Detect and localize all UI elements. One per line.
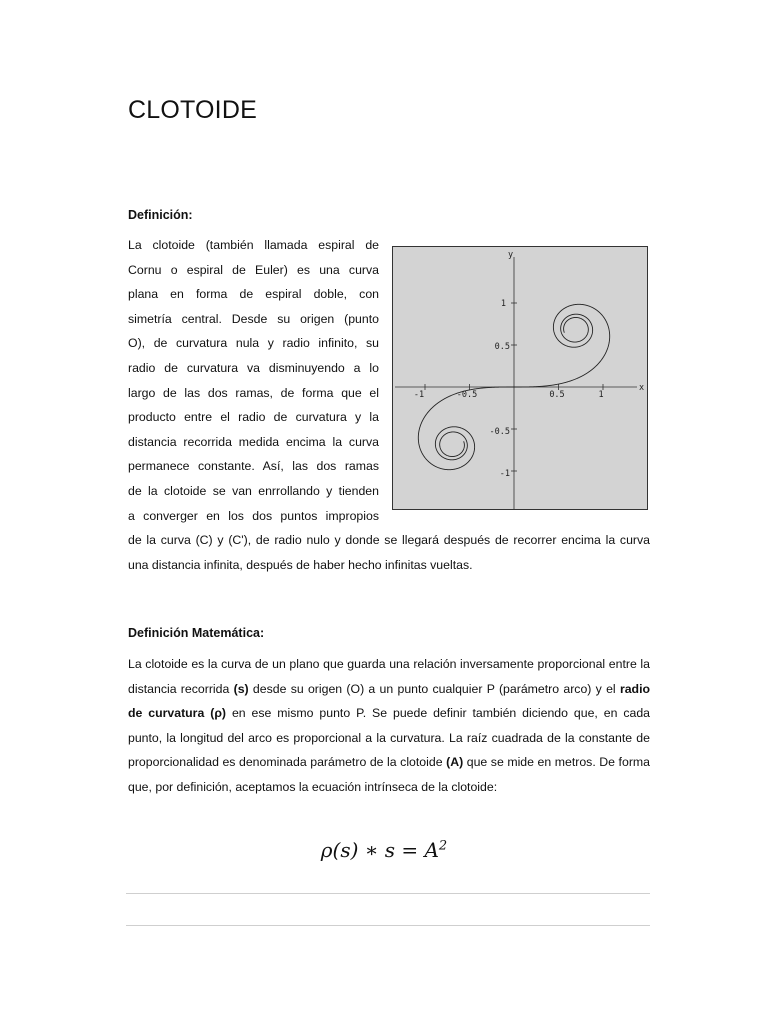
x-tick-label: 0.5 (549, 390, 565, 400)
x-axis-label: x (639, 383, 645, 393)
y-tick-label: 1 (500, 299, 506, 309)
clothoid-upper-branch (514, 304, 610, 387)
math-text-part: en ese mismo punto P. Se puede definir también diciendo que, en cada punto, la longitud del arco es proporcional a la curvatura. La raíz cuadrada de la constante de proporcionalidad es denominada parámetro de la clotoide (128, 706, 650, 770)
definition-line: plana en forma de espiral doble, con (128, 287, 379, 302)
definition-line: de la clotoide se van enrrollando y tienden (128, 483, 379, 498)
definition-heading: Definición: (128, 208, 193, 222)
definition-line: permanece constante. Así, las dos ramas (128, 459, 379, 474)
x-tick-label: -0.5 (456, 390, 478, 400)
math-text-part: La clotoide es la curva de un plano que guarda una relación inversamente proporcional entre la distancia recorrida (128, 657, 650, 696)
definition-line: producto entre el radio de curvatura y la (128, 410, 379, 425)
definition-line: O), de curvatura nula y radio infinito, su (128, 336, 379, 351)
definition-line: Cornu o espiral de Euler) es una curva (128, 262, 379, 277)
definition-line: una distancia infinita, después de haber hecho infinitas vueltas. (128, 557, 473, 572)
clothoid-equation (0, 838, 768, 862)
definition-line: simetría central. Desde su origen (punto (128, 311, 379, 326)
definition-line: La clotoide (también llamada espiral de (128, 238, 379, 252)
y-tick-label: -0.5 (489, 427, 510, 437)
clothoid-plot (393, 247, 647, 509)
definition-line: radio de curvatura va disminuyendo a lo (128, 360, 379, 375)
math-bold-term: radio de curvatura (ρ) (128, 681, 651, 721)
equation-body: ρ(s) ∗ s = A (320, 838, 439, 862)
y-tick-label: 0.5 (494, 342, 510, 352)
definition-line: a converger en los dos puntos impropios (128, 508, 379, 523)
math-bold-term: (A) (446, 755, 464, 770)
y-tick-label: -1 (499, 469, 510, 479)
divider (126, 925, 650, 926)
definition-line: de la curva (C) y (C'), de radio nulo y donde se llegará después de recorrer encima la curva (128, 533, 650, 548)
math-definition-paragraph (128, 652, 650, 800)
math-definition-heading: Definición Matemática: (128, 626, 265, 640)
definition-line: largo de las dos ramas, de forma que el (128, 385, 379, 400)
clothoid-figure (392, 246, 648, 510)
definition-line: distancia recorrida medida encima la curva (128, 434, 379, 449)
math-text-part: desde su origen (O) a un punto cualquier P (parámetro arco) y el (248, 681, 620, 696)
equation-exponent: 2 (438, 838, 448, 854)
x-tick-label: -1 (413, 390, 425, 400)
math-bold-term: (s) (233, 681, 249, 696)
divider (126, 893, 650, 894)
page-title: CLOTOIDE (128, 96, 257, 124)
x-tick-label: 1 (598, 390, 604, 400)
y-axis-label: y (508, 250, 514, 260)
math-text-part: que se mide en metros. De forma que, por definición, aceptamos la ecuación intrínseca de la clotoide: (128, 755, 650, 794)
